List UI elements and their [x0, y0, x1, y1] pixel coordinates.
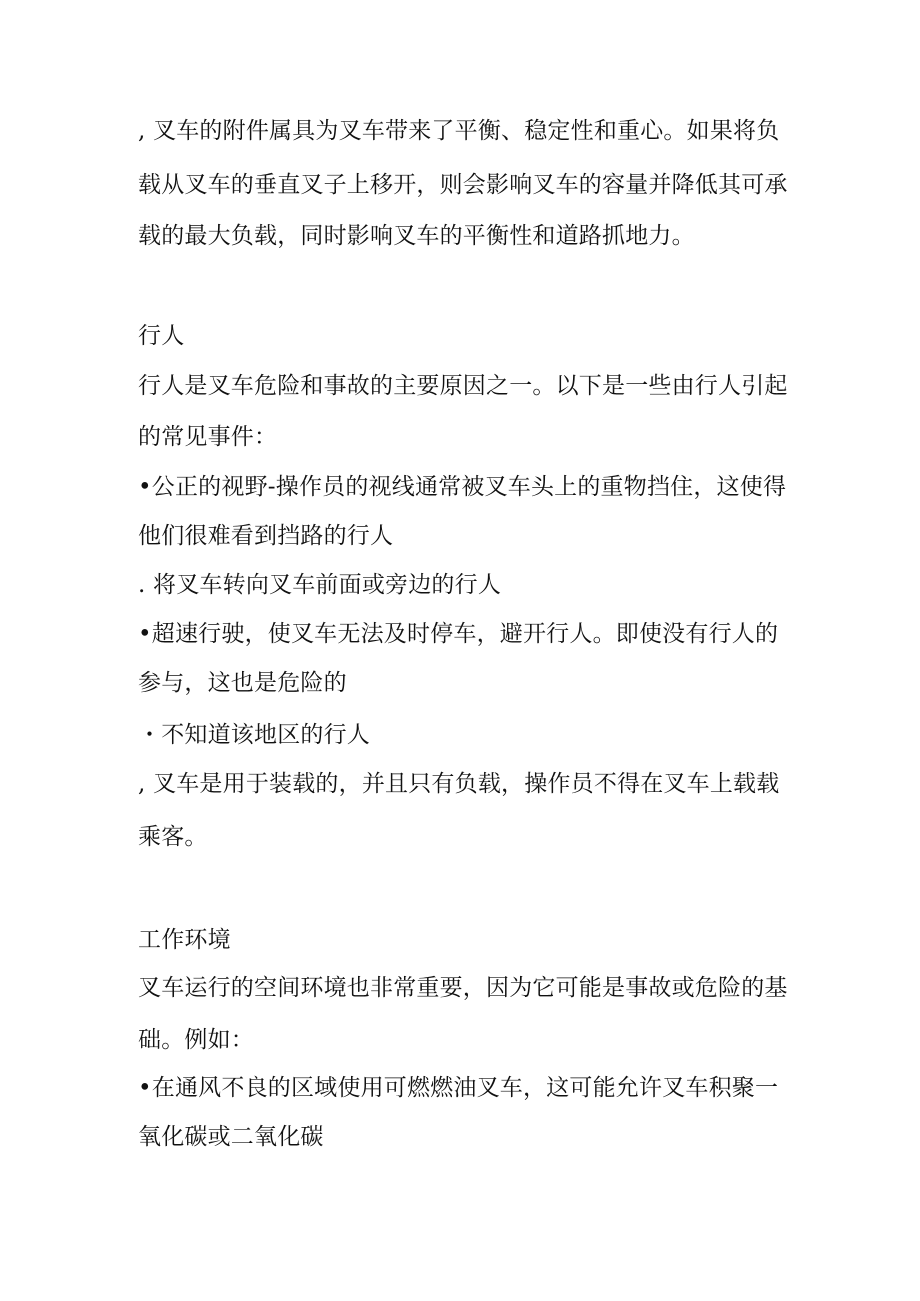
paragraph-line: , 叉车是用于装载的，并且只有负载，操作员不得在叉车上载载 — [138, 771, 780, 797]
bullet-line: •超速行驶，使叉车无法及时停车，避开行人。即使没有行人的 — [138, 621, 779, 647]
bullet-line: •公正的视野-操作员的视线通常被叉车头上的重物挡住，这使得 — [138, 474, 787, 500]
section-heading-pedestrians: 行人 — [138, 323, 185, 349]
paragraph-line: 行人是叉车危险和事故的主要原因之一。以下是一些由行人引起 — [138, 373, 788, 399]
bullet-line: 他们很难看到挡路的行人 — [138, 523, 394, 549]
bullet-line: . 将叉车转向叉车前面或旁边的行人 — [138, 572, 502, 598]
bullet-line: 氧化碳或二氧化碳 — [138, 1124, 324, 1150]
bullet-line: ・不知道该地区的行人 — [138, 722, 370, 748]
bullet-line: •在通风不良的区域使用可燃燃油叉车，这可能允许叉车积聚一 — [138, 1075, 779, 1101]
paragraph-line: 叉车运行的空间环境也非常重要，因为它可能是事故或危险的基 — [138, 975, 788, 1001]
paragraph-line: 础。例如： — [138, 1027, 254, 1053]
section-heading-environment: 工作环境 — [138, 927, 231, 953]
paragraph-line: 的常见事件： — [138, 424, 278, 450]
paragraph-line: 载从叉车的垂直叉子上移开，则会影响叉车的容量并降低其可承 — [138, 172, 788, 198]
bullet-line: 参与，这也是危险的 — [138, 670, 347, 696]
paragraph-line: 载的最大负载，同时影响叉车的平衡性和道路抓地力。 — [138, 223, 695, 249]
paragraph-line: 乘客。 — [138, 824, 208, 850]
paragraph-line: , 叉车的附件属具为叉车带来了平衡、稳定性和重心。如果将负 — [138, 118, 780, 144]
